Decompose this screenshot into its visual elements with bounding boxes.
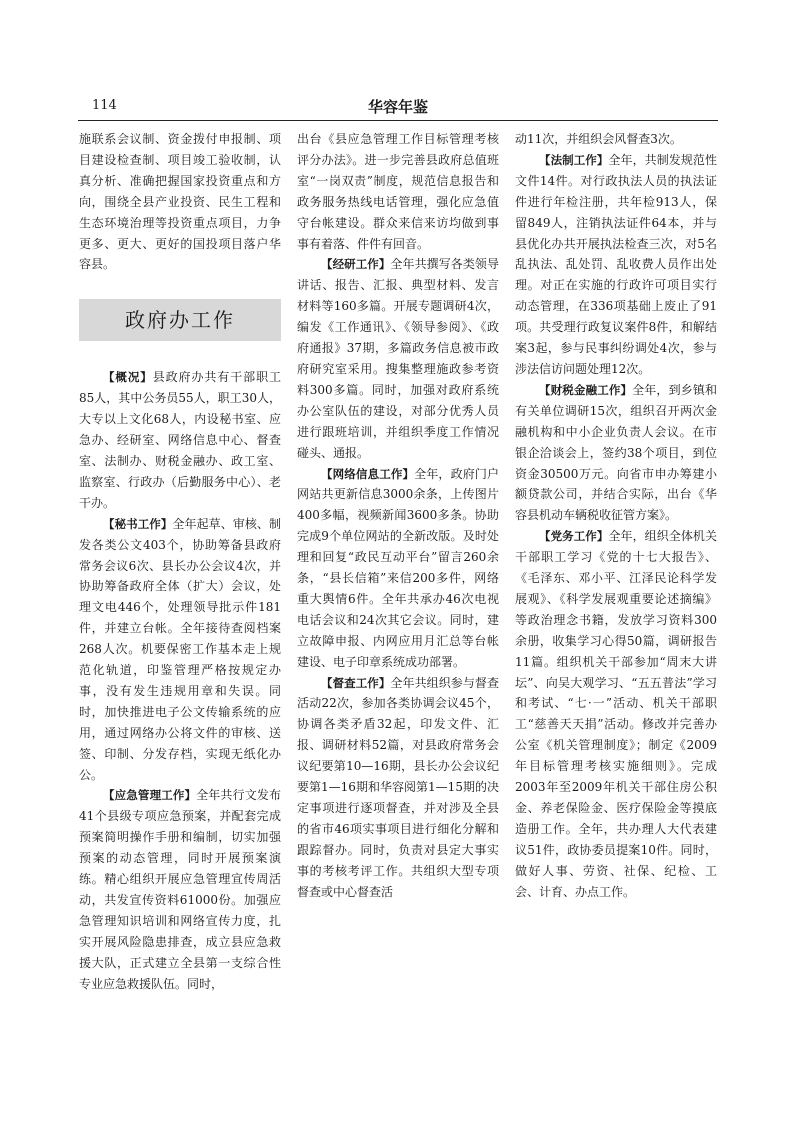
keyword-finance: 【财税金融工作】: [539, 382, 633, 397]
keyword-legal: 【法制工作】: [539, 152, 609, 167]
paragraph-continued: 施联系会议制、资金拨付申报制、项目建设检查制、项目竣工验收制，认真分析、准确把握国家投资重点和方向，围绕全县产业投资、民生工程和生态环境治理等投资重点项目，力争更多、更大、更好的国投项目落户华容县。: [79, 132, 281, 272]
keyword-party: 【党务工作】: [539, 529, 609, 544]
column-3: [515, 129, 717, 903]
header-rule: [78, 120, 718, 121]
column-2: [297, 129, 499, 903]
text-party: 全年，组织全体机关干部职工学习《党的十七大报告》、《毛泽东、邓小平、江泽民论科学发展观》、《科学发展观重要论述摘编》等政治理念书籍，发放学习资料300余册，收集学习心得50篇，调研报告11篇。组织机关干部参加“周末大讲坛”、向吴大观学习、“五五普法”学习和考试、“七·一”活动、机关干部职工“慈善天天捐”活动。修改并完善办公室《机关管理制度》；制定《2009年目标管理考核实施细则》。完成2003年至2009年机关干部住房公积金、养老保险金、医疗保险金等摸底造册工作。全年，共办理人大代表建议51件，政协委员提案10件。同时，做好人事、劳资、社保、纪检、工会、计育、办点工作。: [515, 529, 717, 899]
book-title: 华容年鉴: [367, 98, 428, 116]
text-secretary: 全年起草、审核、制发各类公文403个，协助筹备县政府常务会议6次、县长办公会议4次，并协助筹备政府全体（扩大）会议，处理文电446个，处理领导批示件181件，并建立台帐。全年接待查阅档案268人次。机要保密工作基本走上规范化轨道，印鉴管理严格按规定办事，没有发生违规用章和失误。同时，加快推进电子公文传输系统的应用，通过网络办公将文件的审核、送签、印制、分发存档，实现无纸化办公。: [79, 516, 281, 782]
running-header: [78, 96, 718, 120]
text-research: 全年共撰写各类领导讲话、报告、汇报、典型材料、发言材料等160多篇。开展专题调研4次，编发《工作通讯》、《领导参阅》、《政府通报》37期，多篇政务信息被市政府研究室采用。搜集整理施政参考资料300多篇。同时，加强对政府系统办公室队伍的建设，对部分优秀人员进行跟班培训，并组织季度工作情况碰头、通报。: [297, 257, 499, 460]
text-inspection: 全年共组织参与督查活动22次，参加各类协调会议45个，协调各类矛盾32起，印发文件、汇报、调研材料52篇，对县政府常务会议纪要第10—16期，县长办公会议纪要第1—16期和华容阅第1—15期的决定事项进行逐项督查，并对涉及全县的省市46项实事项目进行细化分解和跟踪督办。同时，负责对县定大事实事的考核考评工作。共组织大型专项督查或中心督查活: [297, 675, 499, 899]
column-1: [79, 129, 281, 995]
paragraph-emergency: [79, 785, 281, 994]
paragraph-research: [297, 254, 499, 463]
paragraph-inspection: [297, 673, 499, 903]
keyword-secretary: 【秘书工作】: [103, 516, 173, 531]
paragraph-overview: [79, 367, 281, 513]
paragraph-network: [297, 464, 499, 673]
paragraph-continued: 动11次，并组织会风督查3次。: [515, 132, 682, 146]
text-emergency: 全年共行文发布41个县级专项应急预案，并配套完成预案简明操作手册和编制，切实加强预案的动态管理，同时开展预案演练。精心组织开展应急管理宣传周活动，共发宣传资料61000份。加强应急管理知识培训和网络宣传力度，扎实开展风险隐患排查，成立县应急救援大队，正式建立全县第一支综合性专业应急救援队伍。同时，: [79, 788, 281, 991]
paragraph-party: [515, 526, 717, 902]
keyword-network: 【网络信息工作】: [321, 466, 415, 481]
section-heading-box: [79, 299, 281, 341]
keyword-emergency: 【应急管理工作】: [103, 788, 197, 803]
text-finance: 全年，到乡镇和有关单位调研15次，组织召开两次金融机构和中小企业负责人会议。在市银企洽谈会上，签约38个项目，到位资金30500万元。向省市申办筹建小额贷款公司，并结合实际，出台《华容县机动车辆税收征管方案》。: [515, 382, 717, 523]
text-legal: 全年，共制发规范性文件14件。对行政执法人员的执法证件进行年检注册，共年检913人，保留849人，注销执法证件64本，并与县优化办共开展执法检查三次，对5名乱执法、乱处罚、乱收费人员作出处理。对正在实施的行政许可项目实行动态管理，在336项基础上废止了91项。共受理行政复议案件8件，和解结案3起，参与民事纠纷调处4次，参与涉法信访问题处理12次。: [515, 152, 717, 376]
paragraph-secretary: [79, 514, 281, 786]
paragraph-legal: [515, 150, 717, 380]
keyword-research: 【经研工作】: [321, 257, 391, 272]
text-network: 全年，政府门户网站共更新信息3000余条，上传图片400多幅，视频新闻3600多条。协助完成9个单位网站的全新改版。及时处理和回复“政民互动平台”留言260余条，“县长信箱”来信200多件，网络重大舆情6件。全年共承办46次电视电话会议和24次其它会议。同时，建立故障申报、内网应用月汇总等台帐建设、电子印章系统成功部署。: [297, 466, 499, 669]
text-overview: 县政府办共有干部职工85人，其中公务员55人，职工30人，大专以上文化68人，内设秘书室、应急办、经研室、网络信息中心、督查室、法制办、财税金融办、政工室、监察室、行政办（后勤服务中心）、老干办。: [79, 370, 281, 510]
paragraph-finance: [515, 380, 717, 526]
page-number: 114: [92, 98, 117, 113]
section-title: 政府办工作: [125, 307, 235, 332]
keyword-inspection: 【督查工作】: [321, 675, 391, 690]
paragraph-continued: 出台《县应急管理工作目标管理考核评分办法》。进一步完善县政府总值班室“一岗双责”制度，规范信息报告和政务服务热线电话管理，强化应急值守台帐建设。群众来信来访均做到事事有着落、件件有回音。: [297, 132, 499, 251]
keyword-overview: 【概况】: [103, 370, 153, 385]
